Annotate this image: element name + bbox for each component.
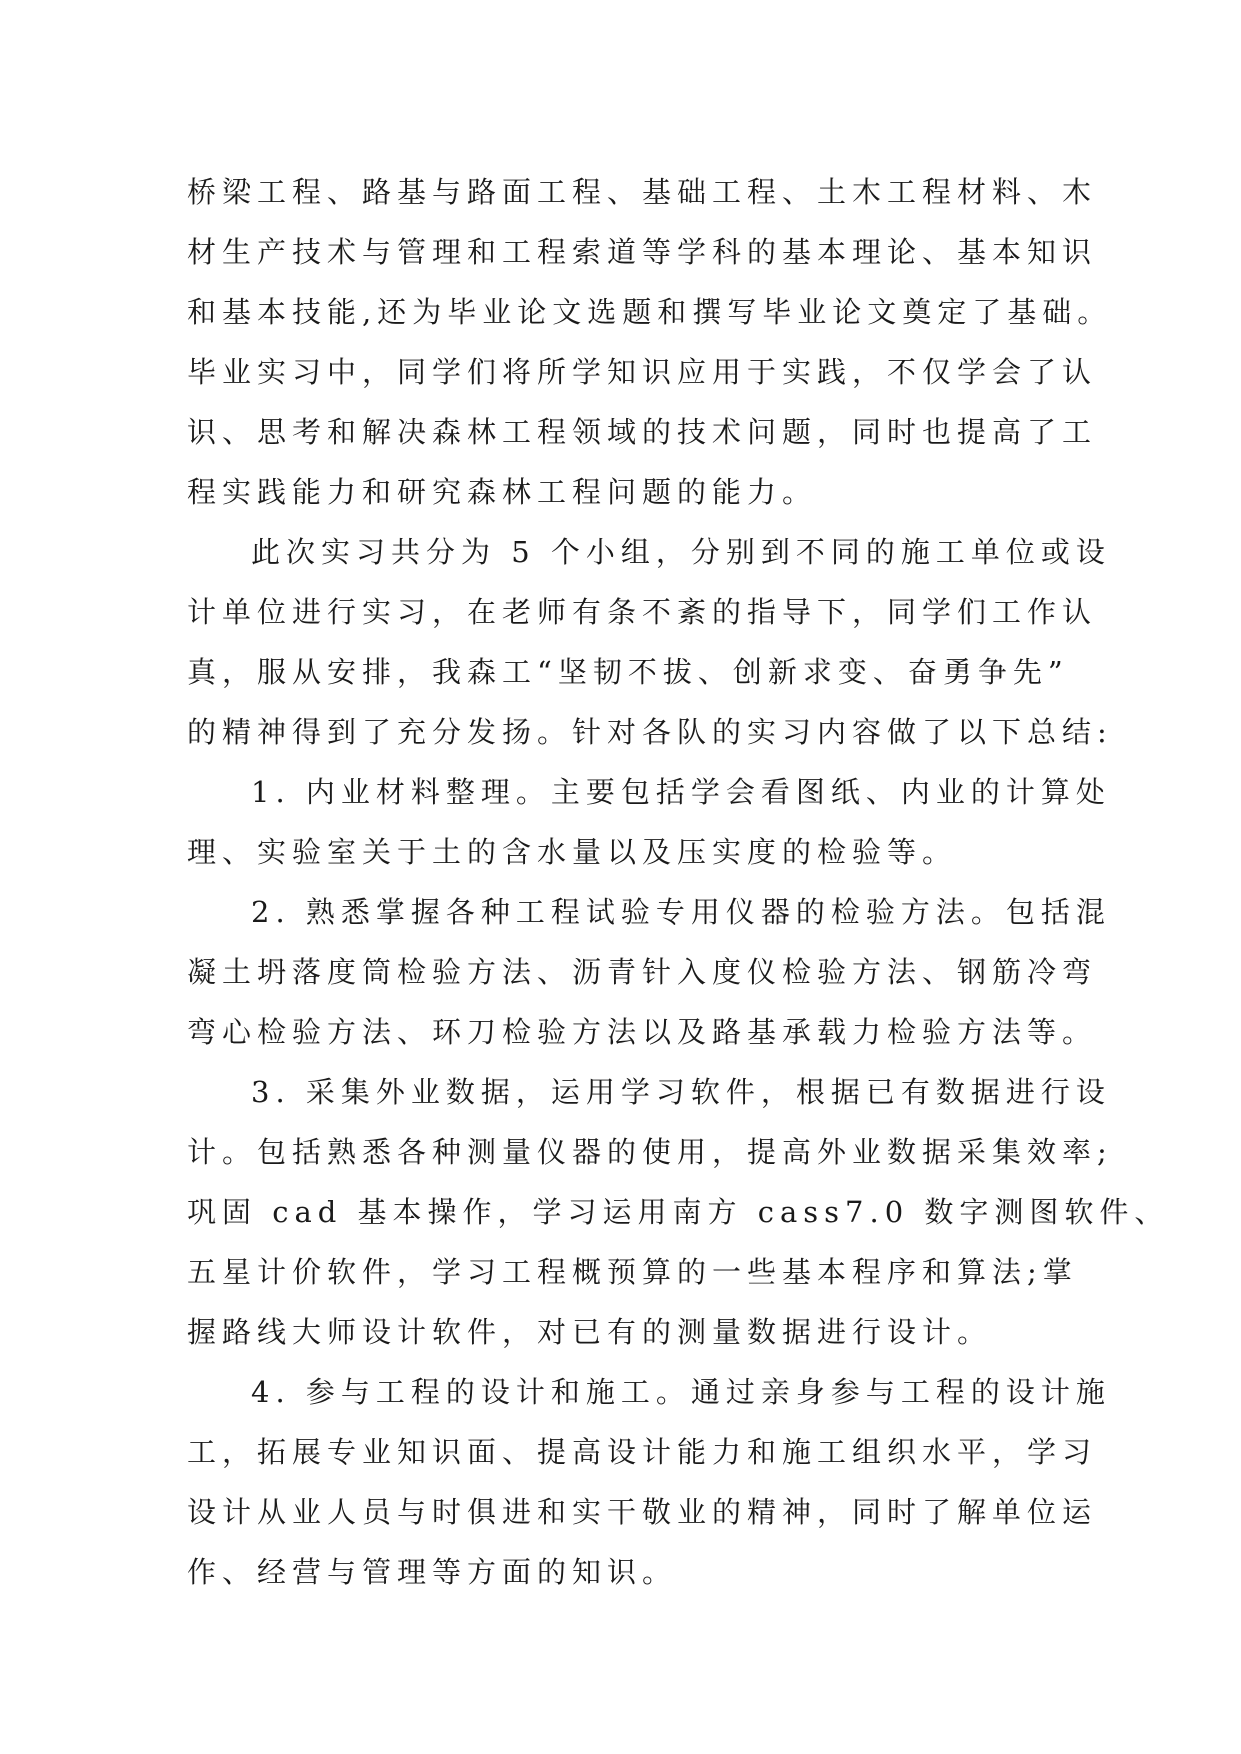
- text-line: 理、实验室关于土的含水量以及压实度的检验等。: [187, 835, 958, 869]
- text-line: 计。包括熟悉各种测量仪器的使用，提高外业数据采集效率;: [187, 1135, 1113, 1169]
- text-line: 弯心检验方法、环刀检验方法以及路基承载力检验方法等。: [187, 1015, 1098, 1049]
- text-line: 计单位进行实习，在老师有条不紊的指导下，同学们工作认: [187, 595, 1098, 629]
- text-line: 3. 采集外业数据，运用学习软件，根据已有数据进行设: [251, 1075, 1111, 1109]
- document-body: [187, 162, 1170, 1602]
- text-line: 和基本技能,还为毕业论文选题和撰写毕业论文奠定了基础。: [187, 295, 1113, 329]
- text-line: 2. 熟悉掌握各种工程试验专用仪器的检验方法。包括混: [251, 895, 1111, 929]
- text-line: 巩固 cad 基本操作，学习运用南方 cass7.0 数字测图软件、: [187, 1195, 1170, 1229]
- text-line: 材生产技术与管理和工程索道等学科的基本理论、基本知识: [187, 235, 1098, 269]
- text-line: 此次实习共分为 5 个小组，分别到不同的施工单位或设: [251, 535, 1111, 569]
- text-line: 4. 参与工程的设计和施工。通过亲身参与工程的设计施: [251, 1375, 1111, 1409]
- text-line: 的精神得到了充分发扬。针对各队的实习内容做了以下总结:: [187, 715, 1113, 749]
- text-line: 程实践能力和研究森林工程问题的能力。: [187, 475, 818, 509]
- text-line: 工，拓展专业知识面、提高设计能力和施工组织水平，学习: [187, 1435, 1098, 1469]
- text-line: 握路线大师设计软件，对已有的测量数据进行设计。: [187, 1315, 993, 1349]
- text-line: 作、经营与管理等方面的知识。: [187, 1555, 678, 1589]
- text-line: 1. 内业材料整理。主要包括学会看图纸、内业的计算处: [251, 775, 1111, 809]
- text-line: 毕业实习中，同学们将所学知识应用于实践，不仅学会了认: [187, 355, 1098, 389]
- text-line: 设计从业人员与时俱进和实干敬业的精神，同时了解单位运: [187, 1495, 1098, 1529]
- text-line: 凝土坍落度筒检验方法、沥青针入度仪检验方法、钢筋冷弯: [187, 955, 1098, 989]
- text-line: 桥梁工程、路基与路面工程、基础工程、土木工程材料、木: [187, 175, 1098, 209]
- text-line: 识、思考和解决森林工程领域的技术问题，同时也提高了工: [187, 415, 1098, 449]
- text-line: 五星计价软件，学习工程概预算的一些基本程序和算法;掌: [187, 1255, 1078, 1289]
- text-line: 真，服从安排，我森工“坚韧不拔、创新求变、奋勇争先”: [187, 655, 1069, 689]
